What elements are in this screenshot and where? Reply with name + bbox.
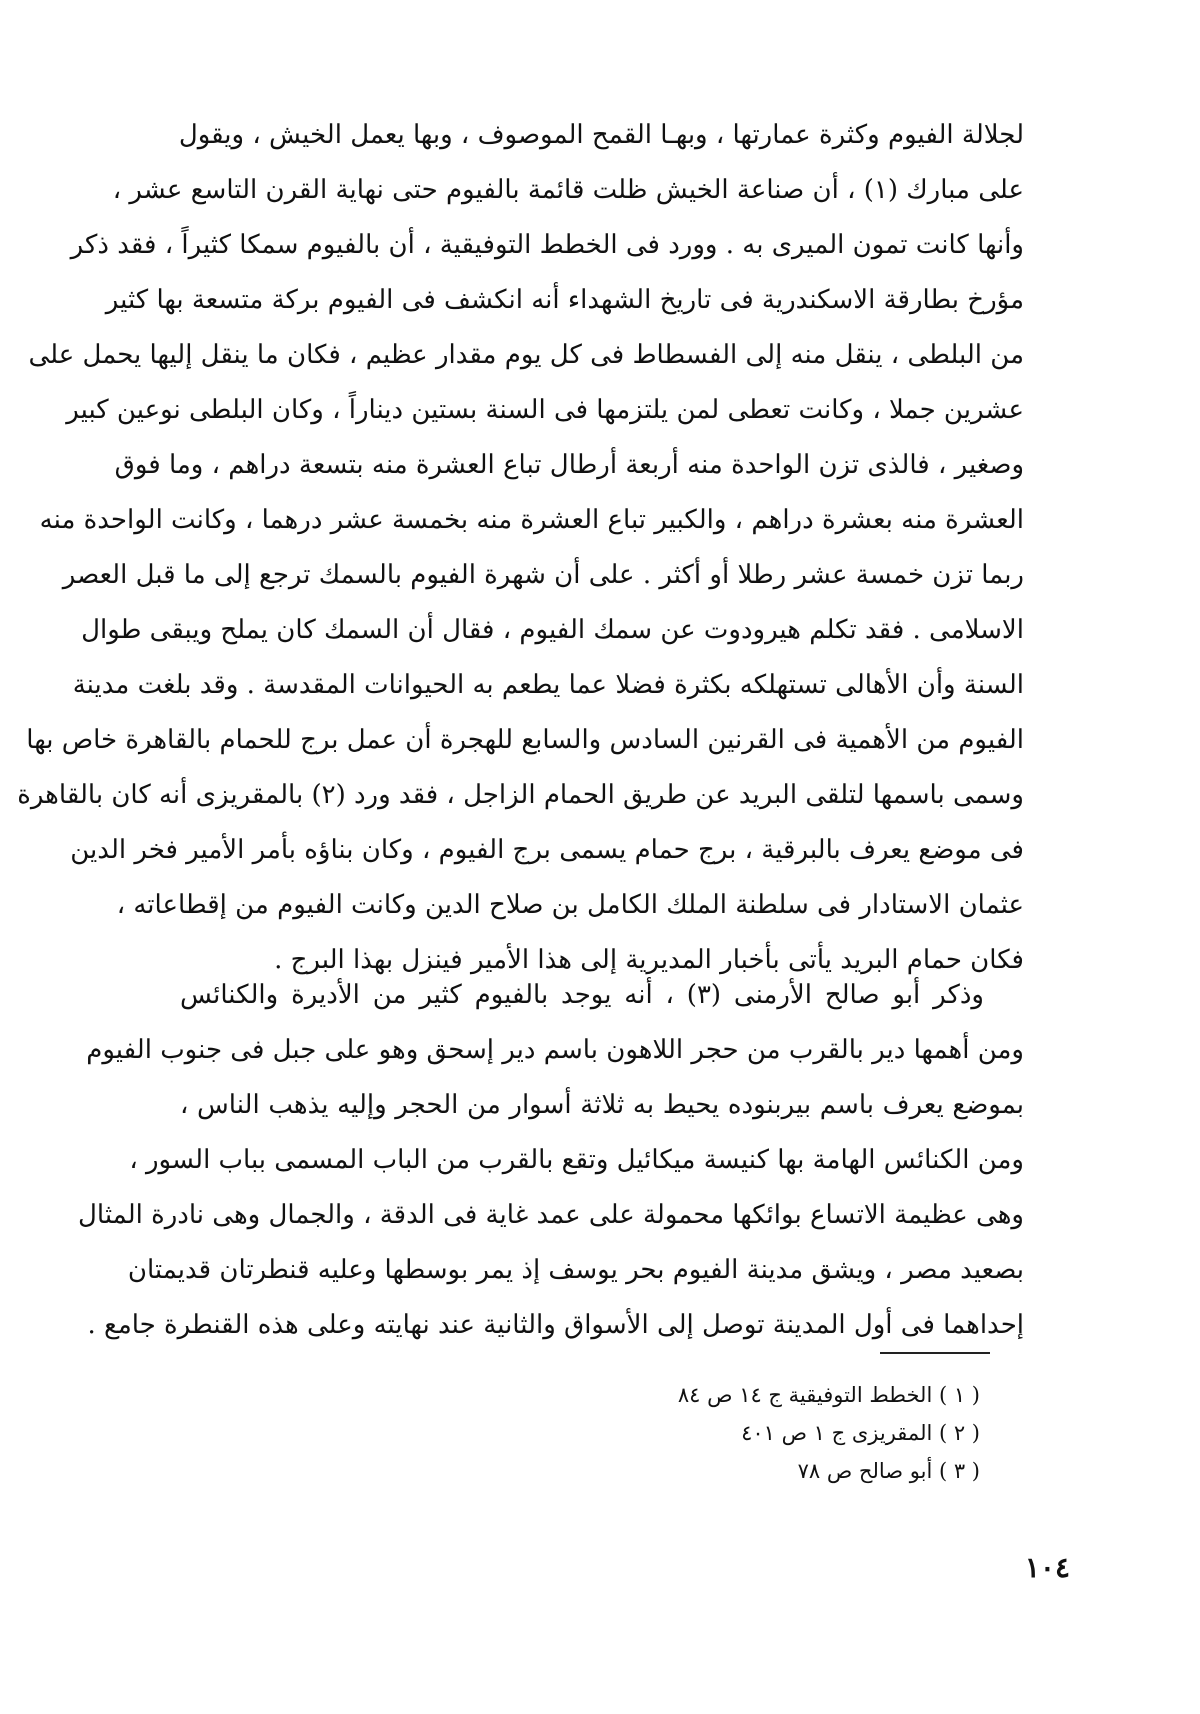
text-line: العشرة منه بعشرة دراهم ، والكبير تباع العشرة منه بخمسة عشر درهما ، وكانت الواحدة منه <box>39 505 1024 535</box>
text-line: مؤرخ بطارقة الاسكندرية فى تاريخ الشهداء أنه انكشف فى الفيوم بركة متسعة بها كثير <box>105 285 1024 315</box>
page-number: ١٠٤ <box>1024 1551 1070 1584</box>
footnote-1: ( ١ ) الخطط التوفيقية ج ١٤ ص ٨٤ <box>677 1383 980 1407</box>
text-line: ومن الكنائس الهامة بها كنيسة ميكائيل وتقع بالقرب من الباب المسمى بباب السور ، <box>129 1145 1024 1175</box>
text-line: إحداهما فى أول المدينة توصل إلى الأسواق والثانية عند نهايته وعلى هذه القنطرة جامع . <box>87 1310 1024 1340</box>
text-line: وذكر أبو صالح الأرمنى (٣) ، أنه يوجد بالفيوم كثير من الأديرة والكنائس <box>180 980 984 1010</box>
footnote-2: ( ٢ ) المقريزى ج ١ ص ٤٠١ <box>741 1421 980 1445</box>
text-line: وأنها كانت تمون الميرى به . وورد فى الخطط التوفيقية ، أن بالفيوم سمكا كثيراً ، فقد ذكر <box>70 230 1024 260</box>
text-line: من البلطى ، ينقل منه إلى الفسطاط فى كل يوم مقدار عظيم ، فكان ما ينقل إليها يحمل على <box>28 340 1024 370</box>
text-line: ربما تزن خمسة عشر رطلا أو أكثر . على أن شهرة الفيوم بالسمك ترجع إلى ما قبل العصر <box>62 560 1024 590</box>
paragraph-2 <box>78 968 1024 1353</box>
text-line: الفيوم من الأهمية فى القرنين السادس والسابع للهجرة أن عمل برج للحمام بالقاهرة خاص بها <box>26 725 1024 755</box>
text-line: السنة وأن الأهالى تستهلكه بكثرة فضلا عما يطعم به الحيوانات المقدسة . وقد بلغت مدينة <box>72 670 1024 700</box>
text-line: الاسلامى . فقد تكلم هيرودوت عن سمك الفيوم ، فقال أن السمك كان يملح ويبقى طوال <box>81 615 1024 645</box>
paragraph-1 <box>17 108 1024 988</box>
text-line: فكان حمام البريد يأتى بأخبار المديرية إلى هذا الأمير فينزل بهذا البرج . <box>274 945 1024 975</box>
text-line: على مبارك (١) ، أن صناعة الخيش ظلت قائمة بالفيوم حتى نهاية القرن التاسع عشر ، <box>112 175 1024 205</box>
text-line: بموضع يعرف باسم بيربنوده يحيط به ثلاثة أسوار من الحجر وإليه يذهب الناس ، <box>180 1090 1024 1120</box>
text-line: عشرين جملا ، وكانت تعطى لمن يلتزمها فى السنة بستين ديناراً ، وكان البلطى نوعين كبير <box>66 395 1024 425</box>
text-line: وصغير ، فالذى تزن الواحدة منه أربعة أرطال تباع العشرة منه بتسعة دراهم ، وما فوق <box>114 450 1024 480</box>
footnote-separator <box>880 1352 990 1354</box>
text-line: لجلالة الفيوم وكثرة عمارتها ، وبهـا القمح الموصوف ، وبها يعمل الخيش ، ويقول <box>178 120 1024 150</box>
text-line: فى موضع يعرف بالبرقية ، برج حمام يسمى برج الفيوم ، وكان بناؤه بأمر الأمير فخر الدين <box>70 835 1024 865</box>
footnote-3: ( ٣ ) أبو صالح ص ٧٨ <box>797 1459 980 1483</box>
text-line: بصعيد مصر ، ويشق مدينة الفيوم بحر يوسف إذ يمر بوسطها وعليه قنطرتان قديمتان <box>127 1255 1024 1285</box>
text-line: وهى عظيمة الاتساع بوائكها محمولة على عمد غاية فى الدقة ، والجمال وهى نادرة المثال <box>78 1200 1024 1230</box>
footnotes <box>500 1376 980 1490</box>
text-line: وسمى باسمها لتلقى البريد عن طريق الحمام الزاجل ، فقد ورد (٢) بالمقريزى أنه كان بالقاهرة <box>17 780 1024 810</box>
text-line: عثمان الاستادار فى سلطنة الملك الكامل بن صلاح الدين وكانت الفيوم من إقطاعاته ، <box>116 890 1024 920</box>
text-line: ومن أهمها دير بالقرب من حجر اللاهون باسم دير إسحق وهو على جبل فى جنوب الفيوم <box>86 1035 1024 1065</box>
